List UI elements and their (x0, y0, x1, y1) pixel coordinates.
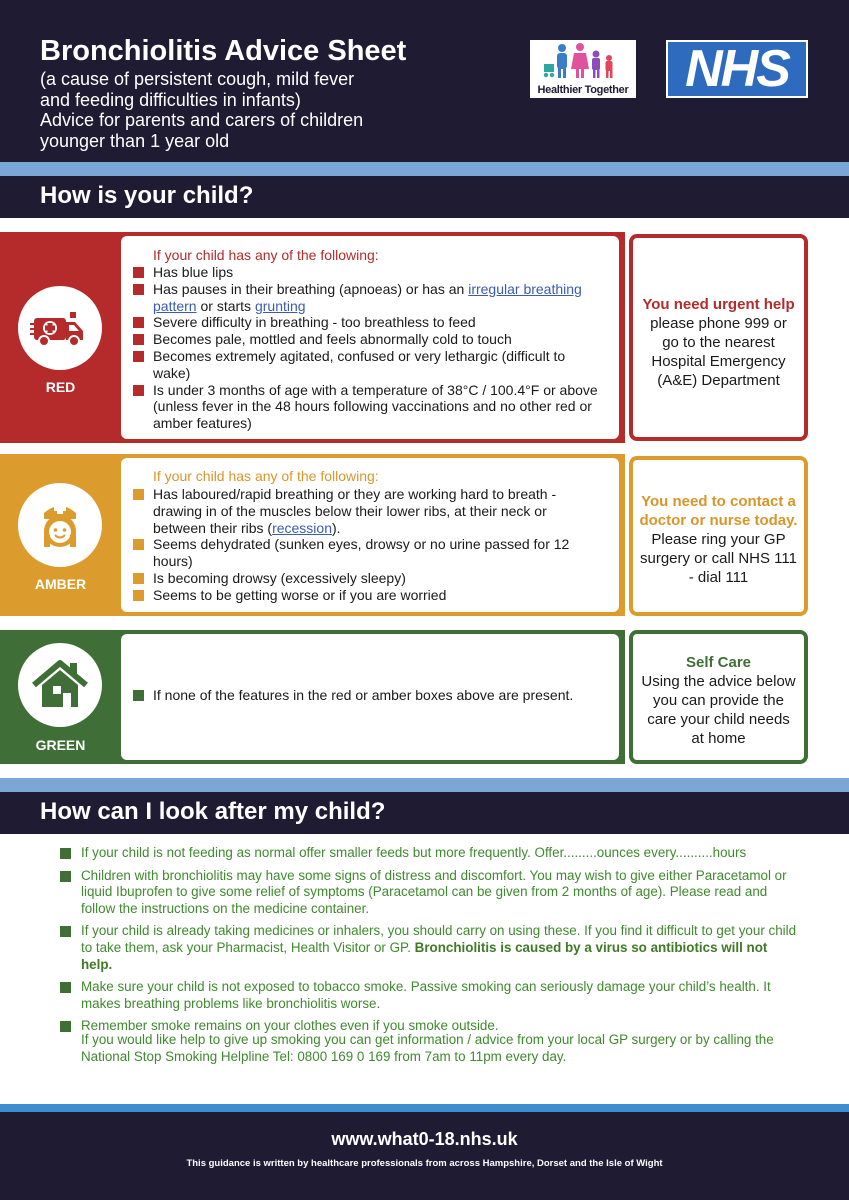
list-item-text: If your child is already taking medicines or inhalers, you should carry on using these. If you find it difficult to get your child to take them, ask your Pharmacist, Health Visitor or GP. (81, 923, 797, 955)
list-item (133, 570, 603, 587)
bullet (60, 1021, 71, 1032)
red-intro: If your child has any of the following: (153, 247, 379, 263)
list-item-text: or starts (196, 297, 255, 314)
list-item-text: Has pauses in their breathing (apnoeas) or has an (153, 280, 469, 297)
red-icon-circle (18, 286, 102, 370)
amber-intro: If your child has any of the following: (153, 468, 379, 484)
antibiotics-warning: Bronchiolitis is caused by a virus so antibiotics will not help. (81, 939, 768, 972)
list-item-text: Has laboured/rapid breathing or they are working hard to breath - drawing in of the muscles below their lower ribs, at their neck or between their ribs ( (153, 486, 557, 536)
ambulance-icon (30, 298, 90, 358)
bullet (60, 871, 71, 882)
bullet (133, 267, 144, 278)
bullet (60, 848, 71, 859)
grunting-link[interactable]: grunting (254, 297, 306, 314)
subtitle-line: and feeding difficulties in infants) (40, 89, 301, 110)
care-advice-list (60, 845, 800, 1041)
family-icon (542, 42, 624, 82)
list-item-text: Remember smoke remains on your clothes even if you smoke outside. (81, 1018, 499, 1034)
bullet (133, 573, 144, 584)
list-item (133, 486, 603, 536)
list-item-text: ). (331, 519, 341, 536)
amber-label: AMBER (34, 576, 87, 592)
bullet (133, 489, 144, 500)
footer-stripe (0, 1104, 849, 1112)
footer (0, 1112, 849, 1200)
page-subtitle (40, 69, 460, 151)
list-item (133, 264, 598, 281)
website-link[interactable]: www.what0-18.nhs.uk (331, 1129, 518, 1149)
list-item-text: Seems to be getting worse or if you are worried (153, 586, 447, 603)
list-item-text: Is becoming drowsy (excessively sleepy) (153, 569, 406, 586)
list-item-text: Severe difficulty in breathing - too breathless to feed (153, 314, 476, 331)
stop-smoking-paragraph: If you would like help to give up smoking you can get information / advice from your local GP surgery or by calling the National Stop Smoking Helpline Tel: 0800 169 0 169 from 7am to 11pm every day. (81, 1032, 774, 1064)
red-advice-heading: You need urgent help (642, 296, 795, 313)
irregular-breathing-link[interactable]: irregular breathing pattern (153, 280, 582, 314)
list-item (60, 979, 800, 1012)
bullet (133, 385, 144, 396)
bullet (133, 690, 144, 701)
list-item (133, 382, 598, 432)
green-icon-circle (18, 643, 102, 727)
bullet (133, 590, 144, 601)
list-item (133, 331, 598, 348)
list-item (133, 536, 603, 570)
green-list (133, 687, 603, 704)
bullet (60, 926, 71, 937)
list-item (60, 923, 800, 973)
divider-stripe (0, 162, 849, 176)
header (0, 0, 849, 162)
list-item-text: Make sure your child is not exposed to tobacco smoke. Passive smoking can seriously damage your child’s health. It makes breathing problems like bronchiolitis worse. (81, 979, 771, 1011)
healthier-together-text: Healthier Together (537, 84, 629, 96)
section-band (0, 176, 849, 218)
healthier-together-logo (530, 40, 636, 98)
divider-stripe (0, 778, 849, 792)
red-advice-box (629, 234, 808, 441)
green-advice-heading: Self Care (685, 654, 752, 671)
green-advice-box (629, 630, 808, 764)
list-item-text: Has blue lips (153, 264, 234, 280)
list-item (133, 348, 598, 382)
subtitle-line: (a cause of persistent cough, mild fever (40, 69, 355, 89)
bullet (60, 982, 71, 993)
bullet (133, 334, 144, 345)
bullet (133, 539, 144, 550)
list-item (133, 687, 603, 704)
amber-icon-circle (18, 483, 102, 567)
bullet (133, 317, 144, 328)
list-item-text: Children with bronchiolitis may have some signs of distress and discomfort. You may wish to give either Paracetamol or liquid Ibuprofen to give some relief of symptoms (Paracetamol can be given from 2 months of age). Please read and follow the instructions on the medicine container. (81, 867, 787, 916)
list-item (133, 314, 598, 331)
list-item (133, 587, 603, 604)
subtitle-line: younger than 1 year old (40, 130, 230, 151)
section-title: How can I look after my child? (40, 798, 386, 825)
list-item (60, 868, 800, 918)
amber-symptom-list (133, 486, 603, 604)
list-item-text: Is under 3 months of age with a temperature of 38°C / 100.4°F or above (unless fever in the 48 hours following vaccinations and no other red or amber features) (153, 381, 598, 432)
amber-advice-heading: You need to contact a doctor or nurse today. (639, 493, 798, 529)
section-title: How is your child? (40, 182, 254, 209)
list-item (133, 281, 598, 315)
list-item (60, 845, 800, 862)
list-item-text: Seems dehydrated (sunken eyes, drowsy or no urine passed for 12 hours) (153, 536, 570, 570)
list-item-text: Becomes extremely agitated, confused or very lethargic (difficult to wake) (153, 347, 566, 381)
page-title: Bronchiolitis Advice Sheet (40, 35, 407, 67)
red-label: RED (45, 379, 76, 395)
green-advice-body: Using the advice below you can provide the care your child needs at home (641, 673, 796, 747)
red-symptom-list (133, 264, 598, 432)
green-label: GREEN (35, 737, 86, 753)
house-icon (30, 655, 90, 715)
list-item-text: If your child is not feeding as normal offer smaller feeds but more frequently. Offer.........ounces every..........hours (81, 845, 747, 860)
list-item-text: Becomes pale, mottled and feels abnormally cold to touch (153, 331, 512, 348)
bullet (133, 284, 144, 295)
amber-advice-box (629, 456, 808, 616)
list-item-text: If none of the features in the red or amber boxes above are present. (153, 687, 574, 703)
subtitle-line: Advice for parents and carers of children (40, 110, 364, 130)
section-band (0, 792, 849, 834)
red-advice-body: please phone 999 or go to the nearest Hospital Emergency (A&E) Department (650, 315, 787, 389)
nhs-logo (666, 40, 808, 98)
footer-note: This guidance is written by healthcare professionals from across Hampshire, Dorset and the Isle of Wight (186, 1158, 663, 1169)
nurse-icon (30, 495, 90, 555)
recession-link[interactable]: recession (272, 519, 332, 536)
bullet (133, 351, 144, 362)
amber-advice-body: Please ring your GP surgery or call NHS 111 - dial 111 (639, 531, 797, 586)
nhs-logo-text: NHS (668, 42, 806, 96)
